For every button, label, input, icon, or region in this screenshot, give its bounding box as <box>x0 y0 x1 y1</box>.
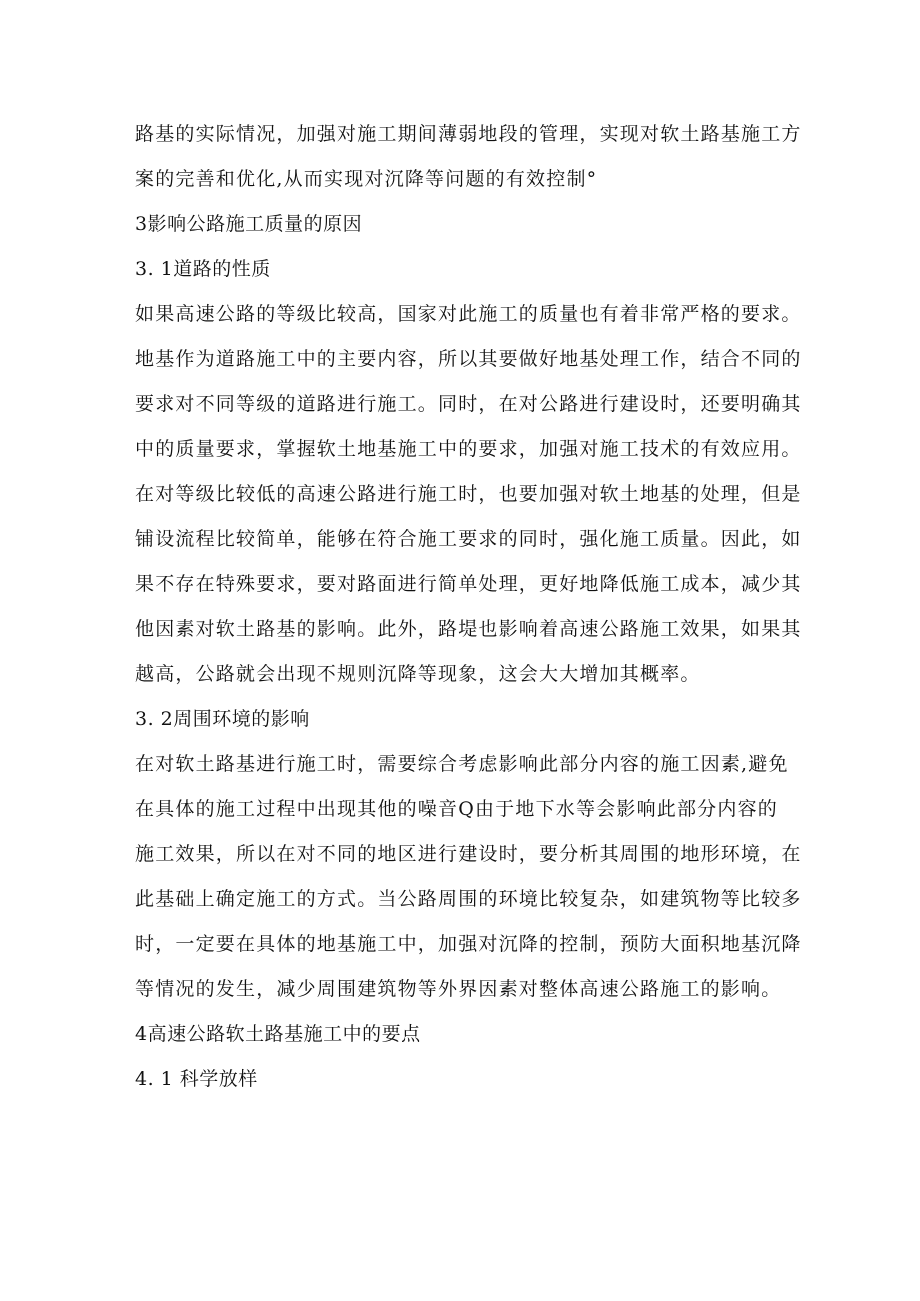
text-line: 越高，公路就会出现不规则沉降等现象，这会大大增加其概率。 <box>135 663 701 685</box>
subsection-heading-3-1: 3. 1道路的性质 <box>135 258 271 280</box>
text-line: 施工效果，所以在对不同的地区进行建设时，要分析其周围的地形环境，在 <box>135 843 802 865</box>
text-line: 在具体的施工过程中出现其他的噪音Q由于地下水等会影响此部分内容的 <box>135 798 778 820</box>
text-line: 此基础上确定施工的方式。当公路周围的环境比较复杂，如建筑物等比较多 <box>135 888 802 910</box>
text-line: 路基的实际情况，加强对施工期间薄弱地段的管理，实现对软土路基施工方 <box>135 123 802 145</box>
intro-paragraph <box>135 112 802 202</box>
text-line: 中的质量要求，掌握软土地基施工中的要求，加强对施工技术的有效应用。 <box>135 438 802 460</box>
paragraph-3-2 <box>135 742 802 1012</box>
section-heading-4: 4高速公路软土路基施工中的要点 <box>135 1023 421 1045</box>
text-line: 果不存在特殊要求，要对路面进行简单处理，更好地降低施工成本，减少其 <box>135 573 802 595</box>
text-line: 在对软土路基进行施工时，需要综合考虑影响此部分内容的施工因素,避免 <box>135 753 789 775</box>
text-line: 要求对不同等级的道路进行施工。同时，在对公路进行建设时，还要明确其 <box>135 393 802 415</box>
paragraph-3-1 <box>135 292 802 697</box>
text-line: 时，一定要在具体的地基施工中，加强对沉降的控制，预防大面积地基沉降 <box>135 933 802 955</box>
text-line: 在对等级比较低的高速公路进行施工时，也要加强对软土地基的处理，但是 <box>135 483 802 505</box>
subsection-heading-4-1: 4. 1 科学放样 <box>135 1068 258 1090</box>
text-line: 案的完善和优化,从而实现对沉降等问题的有效控制° <box>135 168 598 190</box>
text-line: 地基作为道路施工中的主要内容，所以其要做好地基处理工作，结合不同的 <box>135 348 802 370</box>
section-heading-3: 3影响公路施工质量的原因 <box>135 213 363 235</box>
text-line: 铺设流程比较简单，能够在符合施工要求的同时，强化施工质量。因此，如 <box>135 528 802 550</box>
subsection-heading-3-2: 3. 2周围环境的影响 <box>135 708 310 730</box>
text-line: 如果高速公路的等级比较高，国家对此施工的质量也有着非常严格的要求。 <box>135 303 802 325</box>
text-line: 他因素对软土路基的影响。此外，路堤也影响着高速公路施工效果，如果其 <box>135 618 802 640</box>
document-body <box>135 112 802 1102</box>
text-line: 等情况的发生，减少周围建筑物等外界因素对整体高速公路施工的影响。 <box>135 978 782 1000</box>
